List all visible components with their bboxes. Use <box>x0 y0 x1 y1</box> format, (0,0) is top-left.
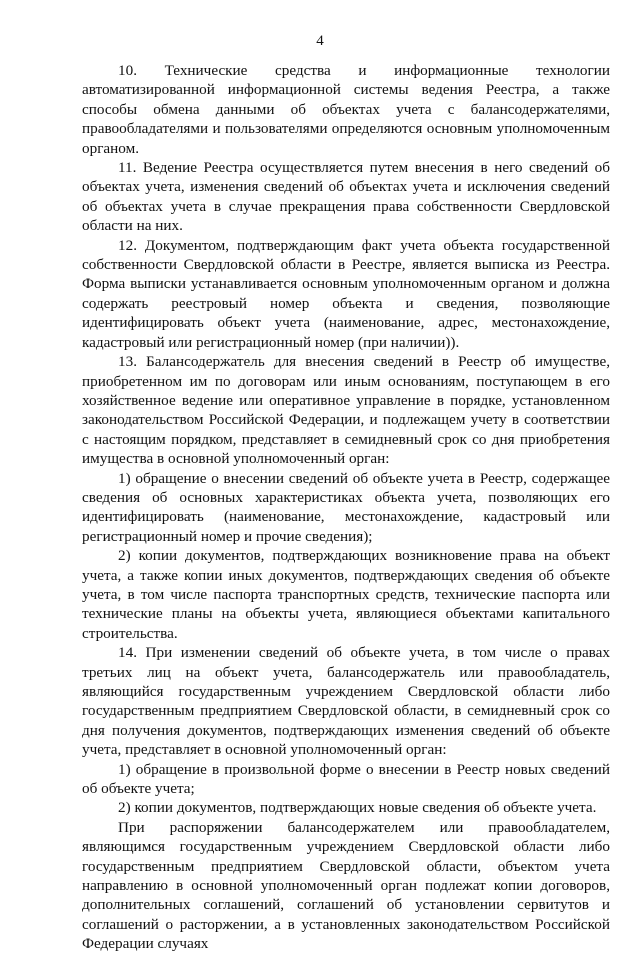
paragraph-13: 13. Балансодержатель для внесения сведений в Реестр об имуществе, приобретенном им по договорам или иным основаниям, поступающем в его хозяйственное ведение или оперативное управление в порядке, установленном законодательством Российской Федерации, и подлежащем учету в соответствии с настоящим порядком, представляет в семидневный срок со дня приобретения имущества в основной уполномоченный орган: <box>82 353 610 468</box>
paragraph-14-disposal: При распоряжении балансодержателем или правообладателем, являющимся государственным учреждением Свердловской области либо государственным предприятием Свердловской области, объектом учета направлению в основной уполномоченный орган подлежат копии договоров, дополнительных соглашений, соглашений об установлении сервитутов и соглашений о расторжении, а в установленных законодательством Российской Федерации случаях <box>82 818 610 953</box>
paragraph-14-item-1: 1) обращение в произвольной форме о внесении в Реестр новых сведений об объекте учета; <box>82 760 610 798</box>
page-number: 4 <box>316 33 324 49</box>
paragraph-10: 10. Технические средства и информационные технологии автоматизированной информационной системы ведения Реестра, а также способы обмена данными об объектах учета с балансодержателями, правообладателями и пользователями определяются основным уполномоченным органом. <box>82 62 610 157</box>
paragraph-12: 12. Документом, подтверждающим факт учета объекта государственной собственности Свердловской области в Реестре, является выписка из Реестра. Форма выписки устанавливается основным уполномоченным органом и должна содержать реестровый номер объекта и сведения, позволяющие идентифицировать объект учета (наименование, адрес, местонахождение, кадастровый или регистрационный номер (при наличии)). <box>82 236 610 351</box>
paragraph-14: 14. При изменении сведений об объекте учета, в том числе о правах третьих лиц на объект учета, балансодержатель или правообладатель, являющийся государственным учреждением Свердловской области либо государственным предприятием Свердловской области, в семидневный срок со дня получения документов, подтверждающих изменения сведений об объекте учета, представляет в основной уполномоченный орган: <box>82 644 610 759</box>
paragraph-11: 11. Ведение Реестра осуществляется путем внесения в него сведений об объектах учета, изменения сведений об объектах учета и исключения сведений об объектах учета в случае прекращения права собственности Свердловской области на них. <box>82 159 610 235</box>
document-body <box>82 61 610 954</box>
paragraph-13-item-2: 2) копии документов, подтверждающих возникновение права на объект учета, а также копии иных документов, подтверждающих сведения об объекте учета, в том числе паспорта транспортных средств, технические паспорта или технические планы на объекты учета, являющиеся объектами капитального строительства. <box>82 547 610 642</box>
paragraph-13-item-1: 1) обращение о внесении сведений об объекте учета в Реестр, содержащее сведения об основных характеристиках объекта учета, позволяющих его идентифицировать (наименование, местонахождение, кадастровый или регистрационный номер и прочие сведения); <box>82 469 610 545</box>
paragraph-14-item-2: 2) копии документов, подтверждающих новые сведения об объекте учета. <box>118 799 597 817</box>
